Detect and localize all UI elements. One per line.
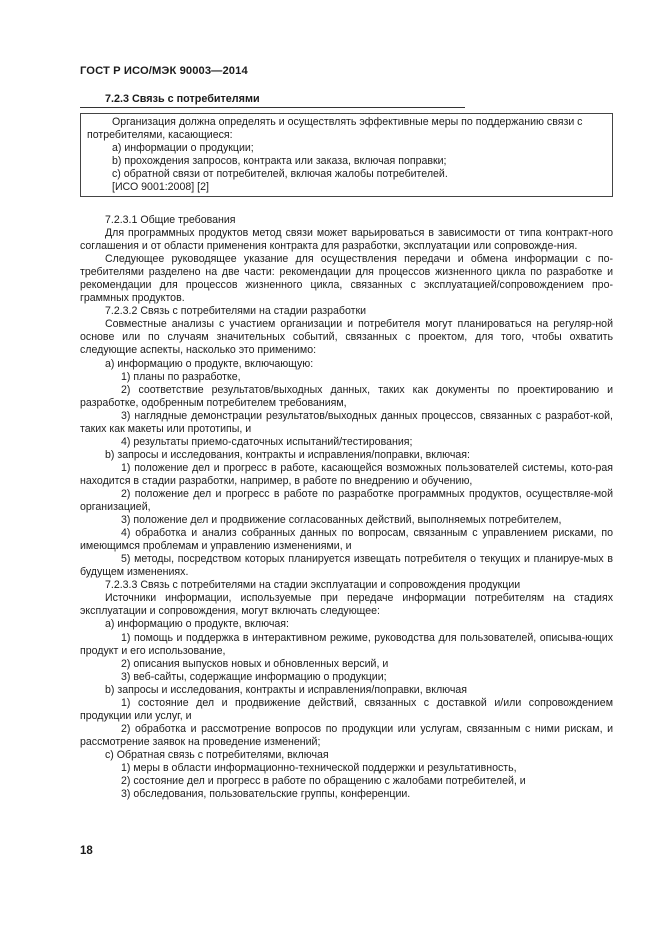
body-paragraph: 3) веб-сайты, содержащие информацию о продукции; [121, 670, 387, 683]
body-paragraph: 7.2.3.2 Связь с потребителями на стадии разработки [105, 305, 367, 318]
body-paragraph: 3) наглядные демонстрации результатов/выходных данных процессов, связанных с разработ-кой, таких как макеты или прототипы, и [80, 409, 613, 435]
body-paragraph: 4) обработка и анализ собранных данных по вопросам, связанным с управлением рисками, по имеющимся проблемам и управлению изменениями, и [80, 527, 613, 553]
section-title [105, 93, 260, 106]
body-paragraph: b) запросы и исследования, контракты и исправления/поправки, включая [105, 683, 467, 696]
body-paragraph: 2) соответствие результатов/выходных данных, таких как документы по проектированию и разработке, одобренным потребителем требованиям, [80, 383, 613, 409]
page-number: 18 [80, 845, 93, 857]
body-paragraph: Совместные анализы с участием организации и потребителя могут планироваться на регуляр-ной основе или по случаям значительных событий, связанных с проектом, для того, чтобы охватить следующие аспекты, насколько это применимо: [80, 318, 613, 357]
body-paragraph: Для программных продуктов метод связи может варьироваться в зависимости от типа контракт-ного соглашения и от области применения контракта для разработки, эксплуатации или сопровожде-ния. [80, 227, 613, 253]
body-paragraph: 2) описания выпусков новых и обновленных версий, и [121, 657, 389, 670]
box-list-item: a) информации о продукции; [112, 142, 254, 155]
body-paragraph: 1) планы по разработке, [121, 370, 241, 383]
main-content [80, 214, 613, 801]
body-paragraph: Следующее руководящее указание для осуществления передачи и обмена информации с по-требителями разделено на две части: рекомендации для процессов жизненного цикла по разработке и рекомендации для процессов жизненного цикла, связанных с эксплуатацией/сопровождением про-граммных продуктов. [80, 253, 613, 305]
body-paragraph: 4) результаты приемо-сдаточных испытаний/тестирования; [121, 435, 413, 448]
body-paragraph: 7.2.3.1 Общие требования [105, 214, 236, 226]
box-reference: [ИСО 9001:2008] [2] [112, 181, 209, 194]
body-paragraph: 1) положение дел и прогресс в работе, касающейся возможных пользователей системы, кото-рая находится в стадии разработки, например, в работе по внедрению и обучению, [80, 461, 613, 487]
document-header: ГОСТ Р ИСО/МЭК 90003—2014 [80, 65, 248, 77]
body-paragraph: 3) положение дел и продвижение согласованных действий, выполняемых потребителем, [121, 514, 562, 527]
body-paragraph: 5) методы, посредством которых планируется извещать потребителя о текущих и планируе-мых в будущем изменениях. [80, 553, 613, 579]
box-list-item: c) обратной связи от потребителей, включая жалобы потребителей. [112, 168, 448, 181]
body-paragraph: 7.2.3.3 Связь с потребителями на стадии эксплуатации и сопровождения продукции [105, 579, 521, 592]
title-divider [80, 107, 465, 108]
body-paragraph: 1) состояние дел и продвижение действий, связанных с доставкой и/или сопровождением продукции или услуг, и [80, 696, 613, 722]
requirement-quote-box [80, 113, 613, 197]
box-paragraph: Организация должна определять и осуществлять эффективные меры по поддержанию связи с потребителями, касающиеся: [87, 116, 583, 142]
body-paragraph: a) информацию о продукте, включающую: [105, 357, 314, 370]
body-paragraph: b) запросы и исследования, контракты и исправления/поправки, включая: [105, 448, 470, 461]
box-list-item: b) прохождения запросов, контракта или заказа, включая поправки; [112, 155, 447, 168]
section-title-text: 7.2.3 Связь с потребителями [105, 93, 260, 105]
body-paragraph: a) информацию о продукте, включая: [105, 618, 289, 631]
body-paragraph: 2) состояние дел и прогресс в работе по обращению с жалобами потребителей, и [121, 775, 526, 788]
body-paragraph: Источники информации, используемые при передаче информации потребителям на стадиях эксплуатации и сопровождения, могут включать следующее: [80, 592, 613, 618]
body-paragraph: 2) положение дел и прогресс в работе по разработке программных продуктов, осуществляе-мой организацией, [80, 487, 613, 514]
body-paragraph: 3) обследования, пользовательские группы, конференции. [121, 788, 411, 801]
body-paragraph: c) Обратная связь с потребителями, включая [105, 748, 329, 761]
body-paragraph: 2) обработка и рассмотрение вопросов по продукции или услугам, связанным с ними рискам, и рассмотрение заявок на проведение изменений; [80, 722, 613, 748]
body-paragraph: 1) меры в области информационно-технической поддержки и результативность, [121, 761, 517, 774]
body-paragraph: 1) помощь и поддержка в интерактивном режиме, руководства для пользователей, описыва-ющих продукт и его использование, [80, 631, 613, 657]
